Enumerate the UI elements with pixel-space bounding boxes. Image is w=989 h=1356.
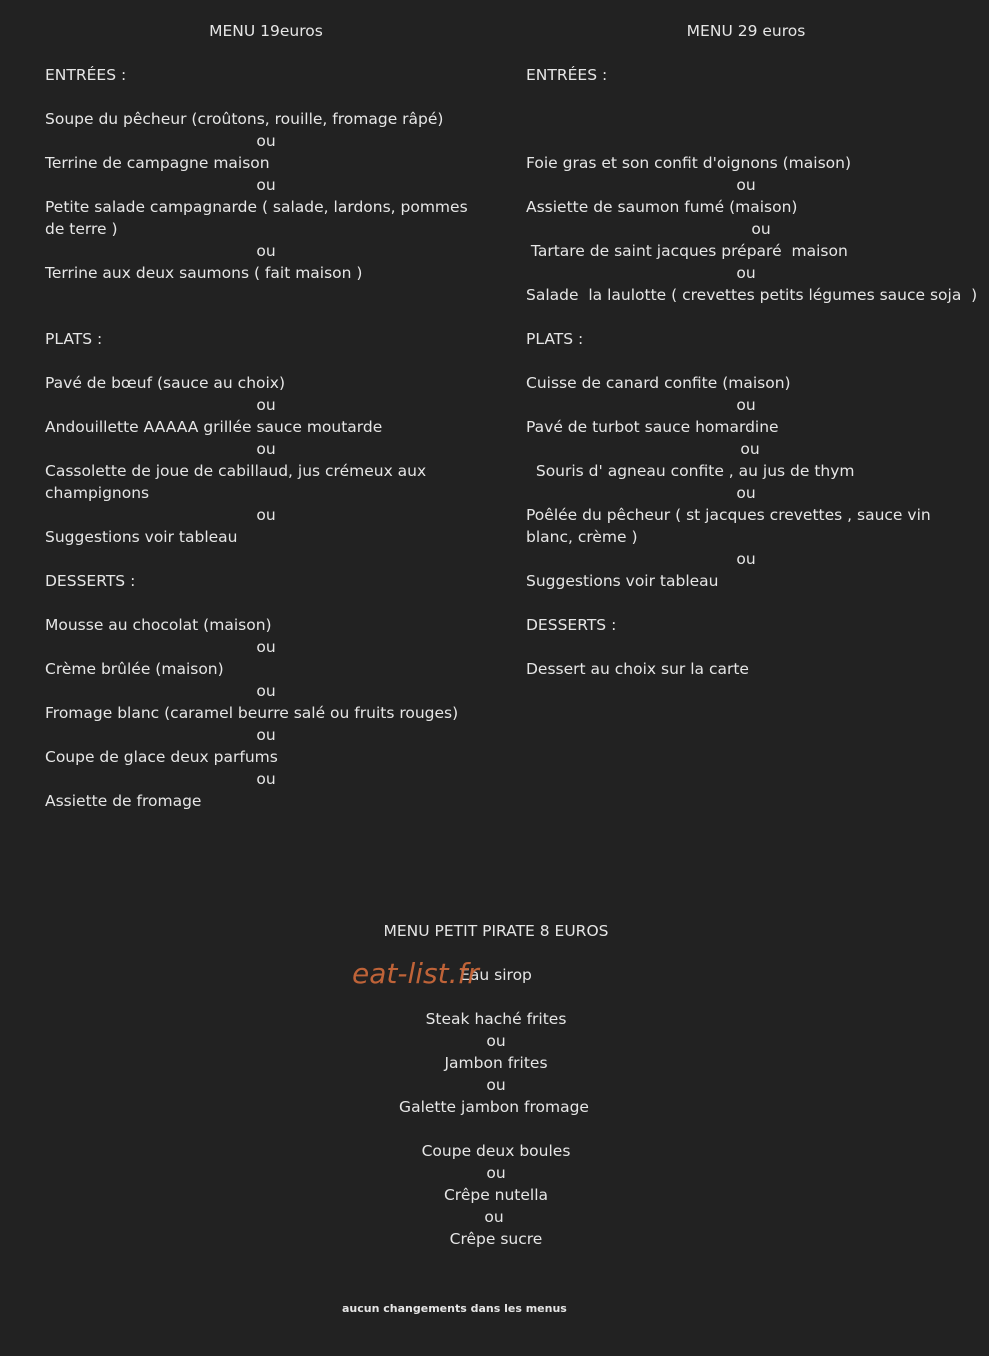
watermark-logo: eat-list.fr — [352, 957, 479, 990]
separator-ou: ou — [256, 440, 276, 458]
menu-19-title: MENU 19euros — [209, 22, 323, 40]
menu-19-entree-item: Terrine de campagne maison — [45, 154, 270, 172]
menu-29-entrees-heading: ENTRÉES : — [526, 66, 608, 84]
menu-19-plat-item: Cassolette de joue de cabillaud, jus crémeux aux champignons — [45, 462, 427, 502]
separator-ou: ou — [736, 264, 756, 282]
menu-19-entrees-heading: ENTRÉES : — [45, 66, 127, 84]
menu-29-plat-item: Poêlée du pêcheur ( st jacques crevettes , sauce vin blanc, crème ) — [526, 506, 931, 546]
menu-19-entree-item: Petite salade campagnarde ( salade, lardons, pommes de terre ) — [45, 198, 468, 238]
menu-29-desserts-heading: DESSERTS : — [526, 616, 617, 634]
kids-menu-main-item: Galette jambon fromage — [399, 1098, 589, 1116]
separator-ou: ou — [256, 396, 276, 414]
kids-menu-dessert-item: Coupe deux boules — [421, 1142, 571, 1160]
separator-ou: ou — [256, 638, 276, 656]
separator-ou: ou — [256, 770, 276, 788]
menu-19-dessert-item: Mousse au chocolat (maison) — [45, 616, 272, 634]
separator-ou: ou — [256, 682, 276, 700]
separator-ou: ou — [736, 484, 756, 502]
kids-menu-dessert-item: Crêpe nutella — [443, 1186, 549, 1204]
menu-19-dessert-item: Coupe de glace deux parfums — [45, 748, 278, 766]
menu-19-dessert-item: Crème brûlée (maison) — [45, 660, 224, 678]
menu-29-entree-item: Foie gras et son confit d'oignons (maison) — [526, 154, 852, 172]
menu-19-plats-heading: PLATS : — [45, 330, 103, 348]
menu-19-plat-item: Suggestions voir tableau — [45, 528, 238, 546]
separator-ou: ou — [256, 506, 276, 524]
footer-note: aucun changements dans les menus — [342, 1302, 567, 1315]
menu-19-entree-item: Terrine aux deux saumons ( fait maison ) — [45, 264, 363, 282]
menu-29-plat-item: Pavé de turbot sauce homardine — [526, 418, 779, 436]
kids-menu-title: MENU PETIT PIRATE 8 EUROS — [383, 922, 609, 940]
separator-ou: ou — [256, 132, 276, 150]
menu-29-dessert-item: Dessert au choix sur la carte — [526, 660, 749, 678]
menu-29-entree-item: Salade la laulotte ( crevettes petits légumes sauce soja ) — [526, 286, 978, 304]
separator-ou: ou — [736, 396, 756, 414]
menu-29-plat-item: Suggestions voir tableau — [526, 572, 719, 590]
menu-29-plat-item: Souris d' agneau confite , au jus de thym — [526, 462, 855, 480]
separator-ou: ou — [740, 440, 760, 458]
menu-29-entree-item: Assiette de saumon fumé (maison) — [526, 198, 798, 216]
separator-ou: ou — [736, 550, 756, 568]
kids-menu-main-item: Steak haché frites — [425, 1010, 567, 1028]
kids-menu-drink: Eau sirop — [460, 966, 532, 984]
menu-19-entree-item: Soupe du pêcheur (croûtons, rouille, fromage râpé) — [45, 110, 444, 128]
kids-menu-dessert-item: Crêpe sucre — [449, 1230, 543, 1248]
menu-29-plats-heading: PLATS : — [526, 330, 584, 348]
separator-ou: ou — [256, 242, 276, 260]
menu-29-entree-item: Tartare de saint jacques préparé maison — [526, 242, 848, 260]
separator-ou: ou — [256, 176, 276, 194]
separator-ou: ou — [486, 1164, 506, 1182]
menu-19-plat-item: Pavé de bœuf (sauce au choix) — [45, 374, 286, 392]
menu-19-plat-item: Andouillette AAAAA grillée sauce moutarde — [45, 418, 383, 436]
menu-29-plat-item: Cuisse de canard confite (maison) — [526, 374, 791, 392]
separator-ou: ou — [751, 220, 771, 238]
menu-19-dessert-item: Assiette de fromage — [45, 792, 202, 810]
separator-ou: ou — [256, 726, 276, 744]
separator-ou: ou — [484, 1208, 504, 1226]
menu-19-dessert-item: Fromage blanc (caramel beurre salé ou fruits rouges) — [45, 704, 459, 722]
separator-ou: ou — [486, 1076, 506, 1094]
menu-19-desserts-heading: DESSERTS : — [45, 572, 136, 590]
menu-29-title: MENU 29 euros — [686, 22, 806, 40]
separator-ou: ou — [736, 176, 756, 194]
separator-ou: ou — [486, 1032, 506, 1050]
kids-menu-main-item: Jambon frites — [444, 1054, 548, 1072]
